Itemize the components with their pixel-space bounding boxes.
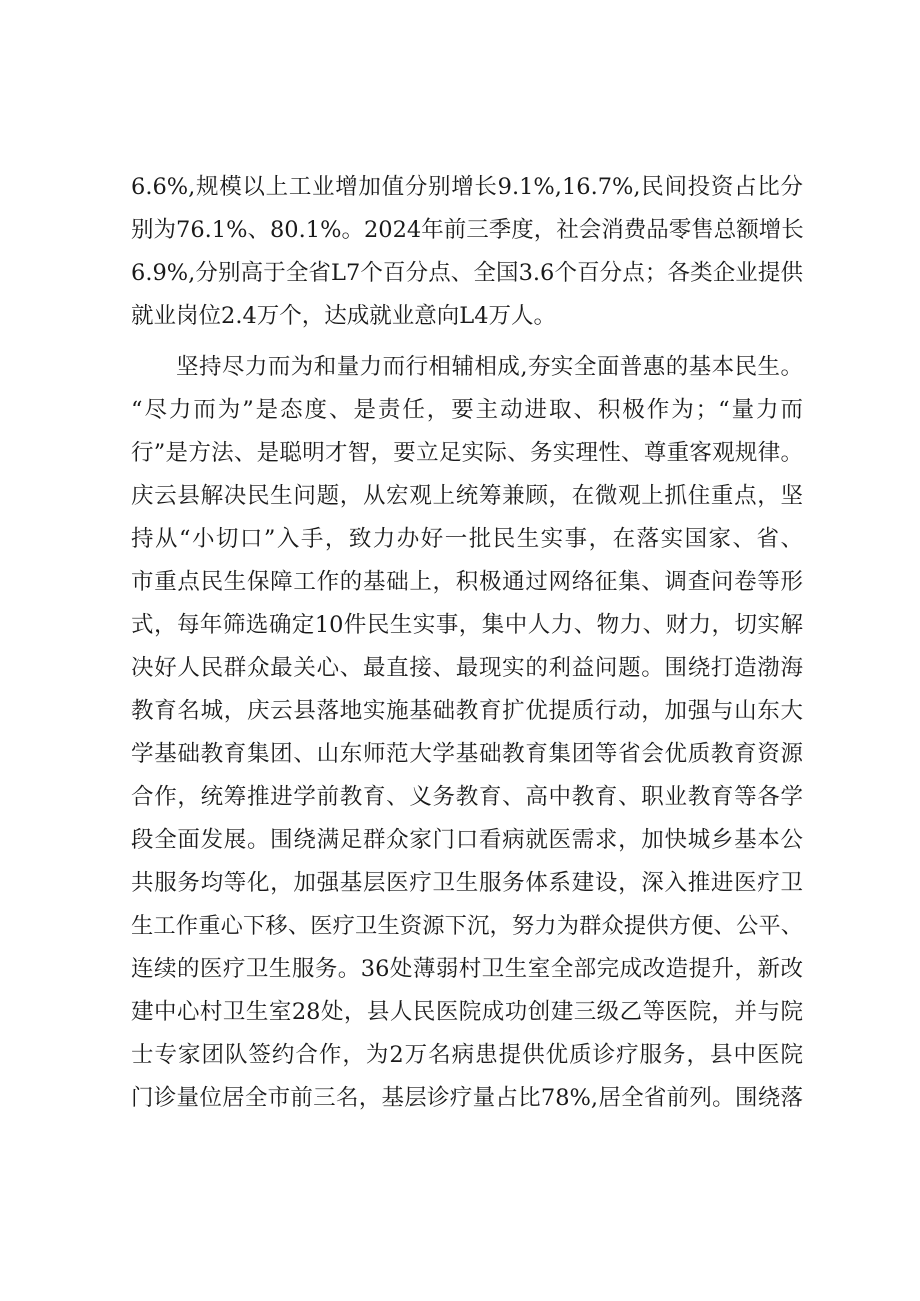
paragraph-1-line-2: 别为76.1%、80.1%。2024年前三季度，社会消费品零售总额增长 [131, 217, 804, 243]
paragraph-2-line-1: 坚持尽力而为和量力而行相辅相成,夯实全面普惠的基本民生。 [176, 354, 803, 380]
paragraph-1-line-1: 6.6%,规模以上工业增加值分别增长9.1%,16.7%,民间投资占比分 [131, 174, 803, 200]
paragraph-1-line-4: 就业岗位2.4万个，达成就业意向L4万人。 [131, 303, 557, 329]
paragraph-1-line-3: 6.9%,分别高于全省L7个百分点、全国3.6个百分点；各类企业提供 [131, 260, 803, 286]
paragraph-2-line-10: 学基础教育集团、山东师范大学基础教育集团等省会优质教育资源 [131, 741, 803, 767]
paragraph-2-line-13: 共服务均等化，加强基层医疗卫生服务体系建设，深入推进医疗卫 [131, 870, 803, 896]
paragraph-2-line-11: 合作，统筹推进学前教育、义务教育、高中教育、职业教育等各学 [131, 784, 803, 810]
paragraph-2-line-16: 建中心村卫生室28处，县人民医院成功创建三级乙等医院，并与院 [131, 999, 803, 1025]
paragraph-2-line-12: 段全面发展。围绕满足群众家门口看病就医需求，加快城乡基本公 [131, 827, 803, 853]
paragraph-2-line-3: 行”是方法、是聪明才智，要立足实际、务实理性、尊重客观规律。 [131, 440, 803, 466]
paragraph-2-line-5: 持从“小切口”入手，致力办好一批民生实事，在落实国家、省、 [131, 526, 803, 552]
paragraph-2-line-17: 士专家团队签约合作，为2万名病患提供优质诊疗服务，县中医院 [131, 1042, 803, 1068]
paragraph-2-line-4: 庆云县解决民生问题，从宏观上统筹兼顾，在微观上抓住重点，坚 [131, 483, 803, 509]
paragraph-2-line-15: 连续的医疗卫生服务。36处薄弱村卫生室全部完成改造提升，新改 [131, 956, 803, 982]
paragraph-2-line-6: 市重点民生保障工作的基础上，积极通过网络征集、调查问卷等形 [131, 569, 803, 595]
paragraph-2-line-2: “尽力而为”是态度、是责任，要主动进取、积极作为；“量力而 [131, 397, 803, 423]
paragraph-2-line-7: 式，每年筛选确定10件民生实事，集中人力、物力、财力，切实解 [131, 612, 803, 638]
paragraph-2-line-18: 门诊量位居全市前三名，基层诊疗量占比78%,居全省前列。围绕落 [131, 1085, 803, 1111]
paragraph-2-line-9: 教育名城，庆云县落地实施基础教育扩优提质行动，加强与山东大 [131, 698, 803, 724]
paragraph-2-line-8: 决好人民群众最关心、最直接、最现实的利益问题。围绕打造渤海 [131, 655, 803, 681]
paragraph-2-line-14: 生工作重心下移、医疗卫生资源下沉，努力为群众提供方便、公平、 [131, 913, 803, 939]
